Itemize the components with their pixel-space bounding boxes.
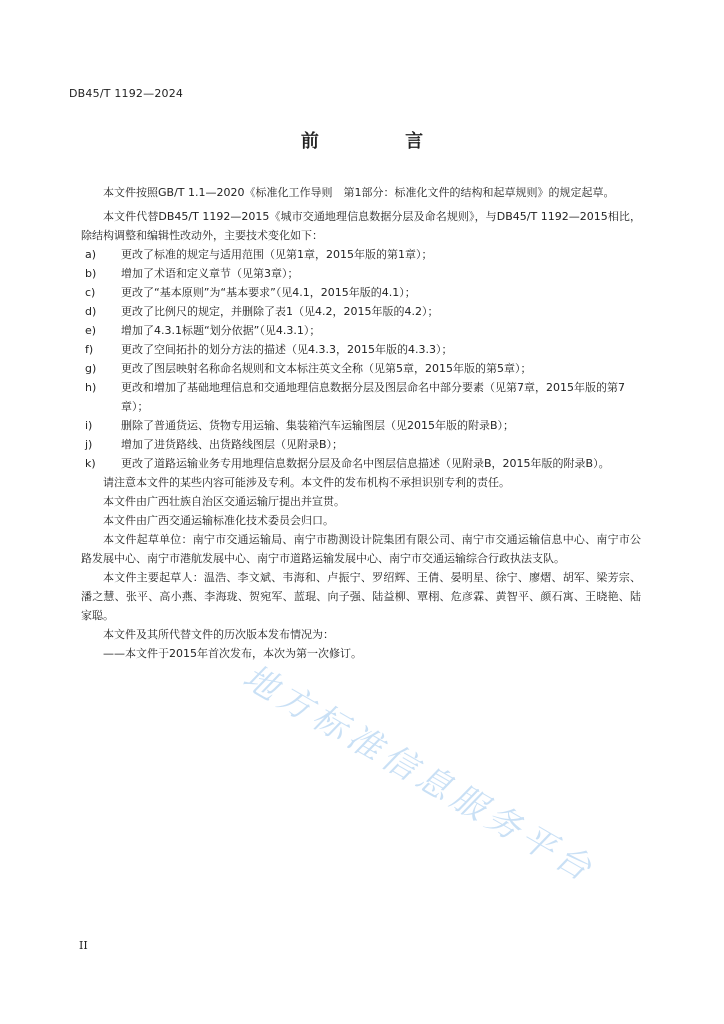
centralizer-statement: 本文件由广西交通运输标准化技术委员会归口。 — [103, 514, 334, 527]
list-item — [81, 283, 641, 302]
list-marker: e) — [85, 324, 97, 337]
list-item — [81, 302, 641, 321]
paragraph-replacement: 本文件代替DB45/T 1192—2015《城市交通地理信息数据分层及命名规则》，与DB45/T 1192—2015相比，除结构调整和编辑性改动外，主要技术变化如下： — [81, 210, 641, 242]
list-item — [81, 264, 641, 283]
list-item-text: 增加了4.3.1标题“划分依据”（见4.3.1）； — [121, 324, 321, 337]
list-item-text: 增加了进货路线、出货路线图层（见附录B）； — [121, 438, 344, 451]
list-marker: i) — [85, 419, 93, 432]
list-marker: j) — [85, 438, 93, 451]
list-item — [81, 416, 641, 435]
list-item — [81, 435, 641, 454]
list-marker: g) — [85, 362, 97, 375]
watermark: 地方标准信息服务平台 — [236, 656, 603, 892]
history-intro: 本文件及其所代替文件的历次版本发布情况为： — [103, 628, 334, 641]
list-item — [81, 378, 641, 416]
list-item-text: 删除了普通货运、货物专用运输、集装箱汽车运输图层（见2015年版的附录B）； — [121, 419, 515, 432]
list-item — [81, 245, 641, 264]
change-list — [81, 245, 641, 473]
list-item-text: 更改了“基本原则”为“基本要求”（见4.1，2015年版的4.1）； — [121, 286, 416, 299]
patent-notice: 请注意本文件的某些内容可能涉及专利。本文件的发布机构不承担识别专利的责任。 — [103, 476, 510, 489]
list-item — [81, 340, 641, 359]
page-number: II — [79, 939, 88, 952]
page-title: 前 言 — [300, 131, 464, 152]
list-item — [81, 321, 641, 340]
list-marker: a) — [85, 248, 97, 261]
paragraph-drafting-rule: 本文件按照GB/T 1.1—2020《标准化工作导则 第1部分：标准化文件的结构和起草规则》的规定起草。 — [103, 186, 615, 199]
list-marker: c) — [85, 286, 96, 299]
list-marker: f) — [85, 343, 94, 356]
list-marker: b) — [85, 267, 97, 280]
list-item-text: 更改了空间拓扑的划分方法的描述（见4.3.3，2015年版的4.3.3）； — [121, 343, 453, 356]
foreword-body — [81, 183, 641, 663]
drafting-units: 本文件起草单位：南宁市交通运输局、南宁市勘测设计院集团有限公司、南宁市交通运输信息中心、南宁市公路发展中心、南宁市港航发展中心、南宁市道路运输发展中心、南宁市交通运输综合行政执法支队。 — [81, 533, 641, 565]
list-item-text: 更改了比例尺的规定，并删除了表1（见4.2，2015年版的4.2）； — [121, 305, 439, 318]
list-marker: d) — [85, 305, 97, 318]
document-code: DB45/T 1192—2024 — [69, 87, 184, 100]
list-item-text: 更改和增加了基础地理信息和交通地理信息数据分层及图层命名中部分要素（见第7章，2015年版的第7章）； — [121, 381, 625, 413]
proposer-statement: 本文件由广西壮族自治区交通运输厅提出并宣贯。 — [103, 495, 345, 508]
list-item — [81, 359, 641, 378]
list-marker: h) — [85, 381, 97, 394]
history-item: ——本文件于2015年首次发布，本次为第一次修订。 — [103, 647, 362, 660]
list-item-text: 更改了标准的规定与适用范围（见第1章，2015年版的第1章）； — [121, 248, 433, 261]
list-item-text: 更改了道路运输业务专用地理信息数据分层及命名中图层信息描述（见附录B，2015年版的附录B）。 — [121, 457, 610, 470]
list-item — [81, 454, 641, 473]
list-item-text: 更改了图层映射名称命名规则和文本标注英文全称（见第5章，2015年版的第5章）； — [121, 362, 532, 375]
list-marker: k) — [85, 457, 96, 470]
list-item-text: 增加了术语和定义章节（见第3章）； — [121, 267, 299, 280]
drafters: 本文件主要起草人：温浩、李文斌、韦海和、卢振宁、罗绍辉、王倩、晏明星、徐宁、廖熠、胡军、梁芳宗、潘之慧、张平、高小燕、李海珑、贺宛军、蓝琨、向子强、陆益柳、覃栩、危彦霖、黄智平、颜石寓、王晓艳、陆家聪。 — [81, 571, 641, 622]
